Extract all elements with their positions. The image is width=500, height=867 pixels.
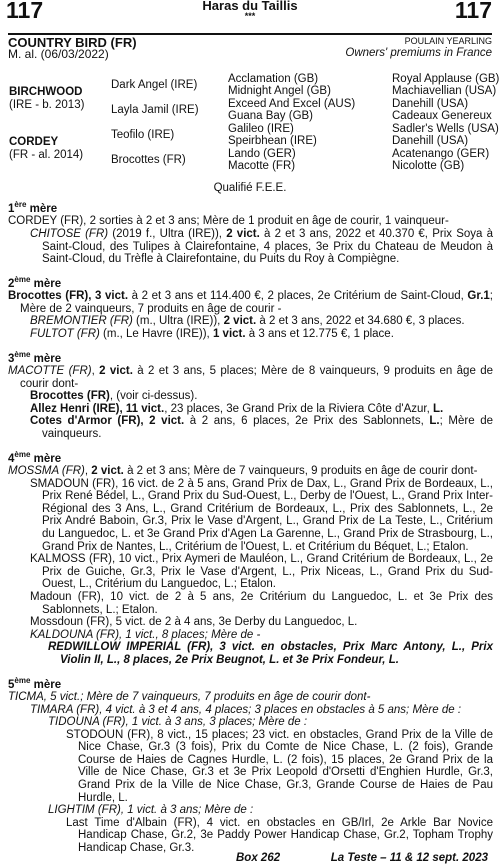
section-heading-3: 3ème mère: [8, 349, 62, 365]
section-heading-4: 4ème mère: [8, 449, 62, 465]
dam-summary: Brocottes (FR), 3 vict. à 2 et 3 ans et 114.400 €, 2 places, 2e Critérium de Saint-Cloud, Gr.1; Mère de 2 vainqueurs, 7 produits en âge de courir -: [8, 290, 493, 315]
gen3-item: Acclamation (GB): [228, 73, 319, 85]
catalogue-body: [8, 195, 493, 855]
dam-name: CORDEY: [9, 136, 59, 148]
section-heading-1: 1ère mère: [8, 200, 58, 215]
section-heading-5: 5ème mère: [8, 675, 62, 691]
gen4-item: Acatenango (GER): [392, 148, 490, 160]
produce-entry: Cotes d'Armor (FR), 2 vict. à 2 ans, 6 places, 2e Prix des Sablonnets, L.; Mère de vainqueurs.: [30, 415, 493, 440]
produce-entry: Madoun (FR), 10 vict. de 2 à 5 ans, 2e Critérium du Languedoc, L. et 3e Prix des Sablonnets, L.; Etalon.: [30, 590, 493, 616]
dam-summary: MOSSMA (FR), 2 vict. à 2 et 3 ans; Mère de 7 vainqueurs, 9 produits en âge de courir dont-: [8, 465, 478, 477]
gen3-item: Lando (GER): [228, 148, 296, 160]
produce-entry: Allez Henri (IRE), 11 vict., 23 places, 3e Grand Prix de la Riviera Côte d'Azur, L.: [30, 402, 444, 415]
lot-number-right: 117: [454, 0, 492, 23]
section-heading-2: 2ème mère: [8, 274, 62, 290]
produce-entry: TIMARA (FR), 4 vict. à 3 et 4 ans, 4 places; 3 places en obstacles à 5 ans; Mère de :: [30, 703, 462, 716]
produce-entry: BREMONTIER (FR) (m., Ultra (IRE)), 2 vict. à 2 et 3 ans, 2022 et 34.680 €, 3 places.: [30, 315, 465, 328]
sire-info: (IRE - b. 2013): [9, 99, 85, 111]
gen2-sire-sire: Dark Angel (IRE): [111, 79, 198, 91]
gen4-item: Nicolotte (GB): [392, 160, 465, 172]
gen4-item: Danehill (USA): [392, 135, 469, 147]
dam-info: (FR - al. 2014): [9, 149, 84, 161]
qualification: Qualifié F.E.E.: [213, 182, 287, 194]
page-header: [0, 0, 500, 26]
gen2-dam-sire: Teofilo (IRE): [111, 129, 175, 141]
pedigree-table: [0, 66, 500, 186]
box-number: Box 262: [236, 852, 281, 864]
gen4-item: Danehill (USA): [392, 98, 469, 110]
horse-title-row: [8, 33, 492, 65]
grand-produce-entry: REDWILLOW IMPERIAL (FR), 3 vict. en obstacles, Prix Marc Antony, L., Prix Violin II, L., 8 places, 2e Prix Beugnot, L. et 3e Prix Fondeur, L.: [48, 641, 493, 666]
grand-produce-entry: TIDOUNA (FR), 1 vict. à 3 ans, 3 places; Mère de :: [48, 716, 308, 729]
gen3-item: Exceed And Excel (AUS): [228, 98, 356, 110]
dam-summary: TICMA, 5 vict.; Mère de 7 vainqueurs, 7 produits en âge de courir dont-: [8, 690, 371, 703]
haras-name: Haras du Taillis: [202, 0, 298, 13]
gen3-item: Macotte (FR): [228, 160, 296, 172]
grand-produce-entry: LIGHTIM (FR), 1 vict. à 3 ans; Mère de :: [48, 804, 254, 817]
dam-summary: CORDEY (FR), 2 sorties à 2 et 3 ans; Mère de 1 produit en âge de courir, 1 vainqueur-: [8, 215, 449, 228]
great-grand-produce-entry: Last Time d'Albain (FR), 4 vict. en obstacles en GB/Irl, 2e Arkle Bar Novice Handicap Chase, Gr.2, 3e Paddy Power Handicap Chase, Gr.2, Topham Trophy Handicap Chase, Gr.3.: [66, 816, 493, 855]
produce-entry: Brocottes (FR), (voir ci-dessus).: [30, 390, 198, 403]
owners-premiums: Owners' premiums in France: [345, 47, 492, 59]
dam-summary: MACOTTE (FR), 2 vict. à 2 et 3 ans, 5 places; Mère de 8 vainqueurs, 9 produits en âge de courir dont-: [8, 365, 494, 390]
gen3-item: Galileo (IRE): [228, 123, 294, 135]
produce-entry: Mossdoun (FR), 5 vict. de 2 à 4 ans, 3e Derby du Languedoc, L.: [30, 616, 358, 629]
produce-entry: KALMOSS (FR), 10 vict., Prix Aymeri de Mauléon, L., Grand Critérium de Bordeaux, L., 2e Prix de Guiche, Gr.3, Prix le Vase d'Argent, L., Prix Niceas, L., Grand Prix du Sud-Ouest, L., Critérium du Languedoc, L.; Etalon.: [30, 553, 493, 591]
produce-entry: FULTOT (FR) (m., Le Havre (IRE)), 1 vict. à 3 ans et 12.775 €, 1 place.: [30, 328, 394, 340]
gen4-item: Machiavellian (USA): [392, 85, 497, 97]
produce-entry: SMADOUN (FR), 16 vict. de 2 à 5 ans, Grand Prix de Dax, L., Grand Prix de Bordeaux, L., Prix René Bédel, L., Grand Prix du Sud-Ouest, L., Derby de l'Ouest, L., Grand Prix Inter-Régional des 3 Ans, L., Grand Critérium de Bordeaux, L., Prix des Sablonnets, L., 2e Prix André Baboin, Gr.3, Prix le Vase d'Argent, L., Grand Prix de La Teste, L., Critérium du Languedoc, L. et 3e Grand Prix d'Agen La Garenne, L., Grand Prix de Strasbourg, L., Grand Prix de Nantes, L., Critérium de l'Ouest, L. et Critérium du Béquet, L.; Etalon.: [30, 477, 493, 553]
gen2-sire-dam: Layla Jamil (IRE): [111, 104, 199, 116]
great-grand-produce-entry: STODOUN (FR), 8 vict., 15 places; 23 vict. en obstacles, Grand Prix de la Ville de Nice Chase, Gr.3 (3 fois), Prix du Comte de Nice Chase, L. (2 fois), Grande Course de Haies de Cagnes Hurdle, L. (2 fois), 15 places, 2e Grand Prix de la Ville de Nice Chase, Gr.3 et 3e Prix Leopold d'Orsetti d'Enghien Hurdle, Gr.3, Grand Prix de la Ville de Nice Chase, Gr.3, Grande Course de Haies de Pau Hurdle, L.: [66, 728, 493, 804]
produce-entry: CHITOSE (FR) (2019 f., Ultra (IRE)), 2 vict. à 2 et 3 ans, 2022 et 40.370 €, Prix Soya à Saint-Cloud, des Tulipes à Clairefontaine, 4 places, 3e Prix du Chateau de Meudon à Saint-Cloud, du Trèfle à Clairefontaine, du Puits du Roy à Compiègne.: [30, 228, 493, 266]
horse-name: COUNTRY BIRD (FR): [8, 35, 137, 50]
gen3-item: Speirbhean (IRE): [228, 135, 317, 147]
gen3-item: Midnight Angel (GB): [228, 85, 331, 97]
horse-category: POULAIN YEARLING: [404, 36, 492, 46]
gen4-item: Cadeaux Genereux: [392, 110, 492, 122]
horse-info: M. al. (06/03/2022): [8, 47, 109, 61]
sire-name: BIRCHWOOD: [9, 86, 83, 98]
gen4-item: Sadler's Wells (USA): [392, 123, 499, 135]
gen4-item: Royal Applause (GB): [392, 73, 500, 85]
gen3-item: Guana Bay (GB): [228, 110, 314, 122]
sale-location-date: La Teste – 11 & 12 sept. 2023: [330, 852, 488, 864]
rating-stars: ***: [244, 11, 256, 21]
lot-number-left: 117: [6, 0, 44, 23]
produce-entry: KALDOUNA (FR), 1 vict., 8 places; Mère de -: [30, 628, 261, 641]
gen2-dam-dam: Brocottes (FR): [111, 154, 186, 166]
